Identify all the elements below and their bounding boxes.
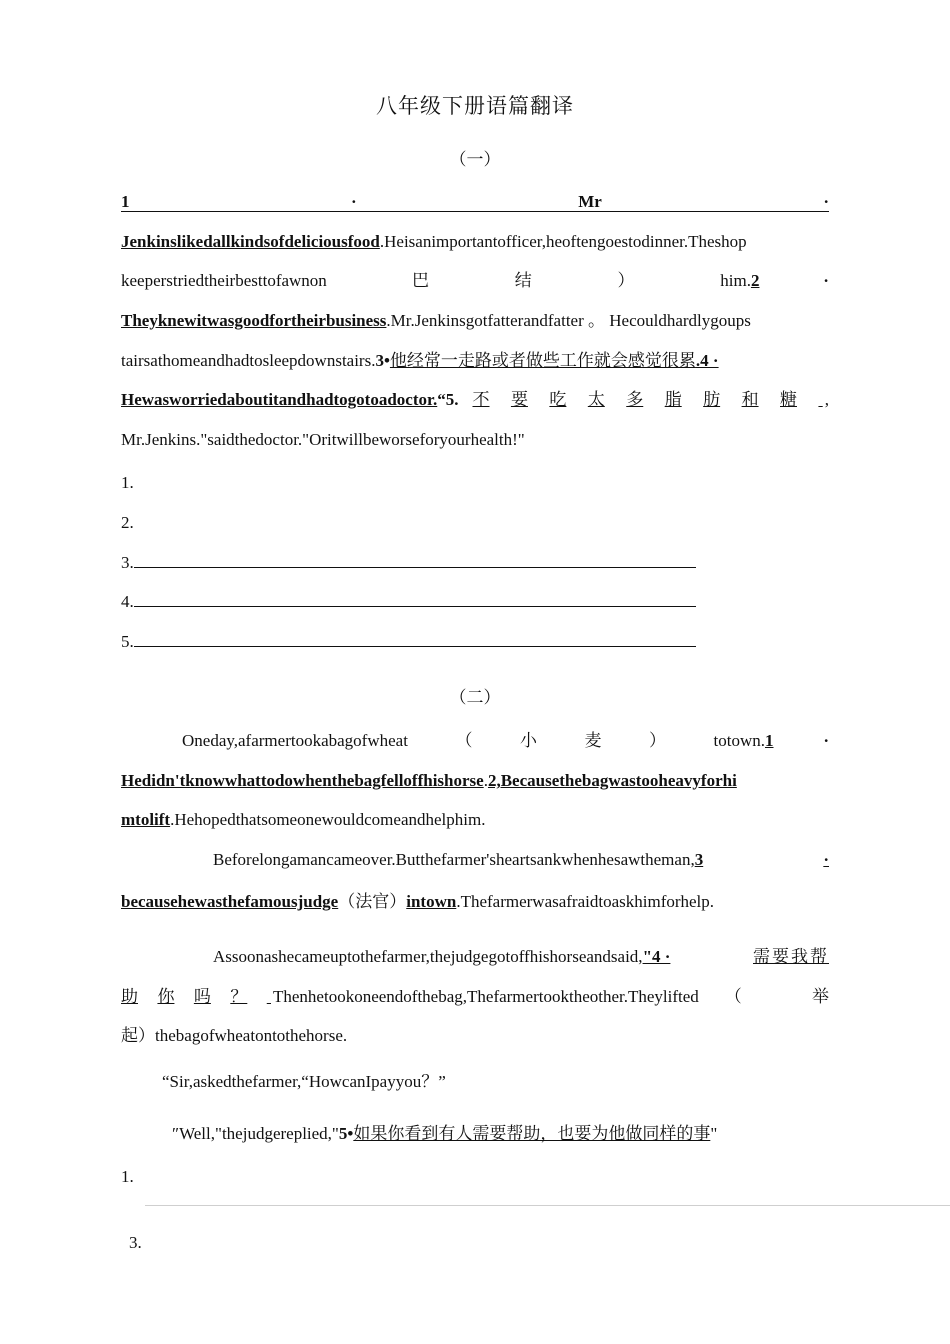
text: 麦: [584, 731, 602, 750]
text: ）: [649, 731, 666, 750]
answer-line-1: 1.: [121, 473, 134, 492]
underlined-chinese: 不 要 吃 太 多 脂 肪 和 糖: [472, 390, 797, 409]
s2-line-6: [213, 946, 829, 968]
s2-line-1: [182, 730, 829, 752]
text: .Mr.Jenkinsgotfatterandfatter 。 Hecouldhardlygoups: [386, 311, 751, 330]
answer-line-s2-3: 3.: [129, 1233, 142, 1252]
text: keeperstriedtheirbesttofawnon: [121, 271, 327, 290]
page-title: 八年级下册语篇翻译: [376, 94, 574, 118]
item-number: 3 ·: [694, 850, 829, 869]
text: Oneday,afarmertookabagofwheat: [182, 731, 408, 750]
text: Mr: [578, 192, 602, 211]
underlined-sentence: 2,Becausethebagwastooheavyforhi: [487, 771, 737, 790]
underlined-sentence: intown: [406, 892, 457, 911]
s2-line-4: [213, 849, 829, 871]
text: 结: [514, 271, 533, 290]
text: （ 举: [724, 987, 829, 1006]
underlined-chinese: 如果你看到有人需要帮助，也要为他做同样的事: [353, 1124, 711, 1143]
item-number: 2 ·: [750, 271, 829, 290]
item-number: 5•: [338, 1124, 354, 1143]
answer-line-s2-1: 1.: [121, 1167, 134, 1186]
text: ″Well,"thejudgereplied,": [172, 1124, 339, 1143]
underlined-sentence: Hewasworriedaboutitandhadtogotoadoctor.: [121, 390, 438, 409]
s2-line-10: [172, 1123, 880, 1145]
text: 巴: [412, 271, 430, 290]
s1-line-1: [121, 191, 829, 212]
answer-blank[interactable]: [134, 592, 696, 607]
underlined-chinese: 助 你 吗 ？: [121, 987, 248, 1006]
text: totown.1 ·: [713, 731, 829, 750]
text: .Hehopedthatsomeonewouldcomeandhelphim.: [170, 810, 486, 829]
answer-line-4[interactable]: 4.: [121, 591, 829, 613]
text: Assoonashecameuptothefarmer,thejudgegotoffhishorseandsaid,: [213, 947, 643, 966]
underlined-sentence: Theyknewitwasgoodfortheirbusiness: [121, 311, 387, 330]
answer-line-5[interactable]: 5.: [121, 631, 829, 653]
s1-line-7: Mr.Jenkins."saidthedoctor."Oritwillbeworseforyourhealth!": [121, 430, 525, 449]
text: .: [483, 771, 488, 790]
item-number: “5.: [437, 390, 459, 409]
item-number: 1: [121, 192, 130, 211]
dot: ·: [823, 192, 829, 211]
s1-line-6: [121, 389, 829, 411]
s1-line-3: [121, 270, 829, 292]
underlined-sentence: becausehewasthefamousjudge: [121, 892, 339, 911]
s2-line-2: [121, 770, 829, 792]
answer-line-2: 2.: [121, 513, 134, 532]
text: .Thefarmerwasafraidtoaskhimforhelp.: [456, 892, 715, 911]
text: tairsathomeandhadtosleepdownstairs.: [121, 351, 376, 370]
text: 小: [519, 731, 537, 750]
s2-line-3: [121, 809, 829, 831]
s2-line-8: 起）thebagofwheatontothehorse.: [121, 1026, 348, 1045]
text: .Heisanimportantofficer,heoftengoestodinner.Theshop: [379, 232, 747, 251]
text: （: [455, 731, 473, 750]
text: （法官）: [338, 892, 407, 911]
page-divider: [145, 1205, 950, 1206]
s2-line-7: [121, 986, 829, 1008]
s2-line-9: “Sir,askedthefarmer,“HowcanIpayyou？”: [162, 1072, 446, 1091]
text: ": [710, 1124, 718, 1143]
underlined-sentence: mtolift: [121, 810, 171, 829]
item-number: 1 ·: [765, 731, 829, 750]
answer-line-3[interactable]: 3.: [121, 552, 829, 574]
text: ,: [824, 390, 829, 409]
text: him.2 ·: [720, 271, 829, 290]
s1-line-2: [121, 231, 829, 253]
s2-line-5: [121, 891, 829, 913]
section-heading-2: （二）: [449, 688, 501, 707]
underlined-chinese: 他经常一走路或者做些工作就会感觉很累: [389, 351, 696, 370]
underlined-sentence: Jenkinslikedallkindsofdeliciousfood: [121, 232, 380, 251]
underlined-chinese: 需要我帮: [753, 947, 829, 966]
underlined-sentence: Hedidn'tknowwhattodowhenthebagfelloffhishorse: [121, 771, 484, 790]
s1-line-5: [121, 350, 829, 372]
text: Beforelongamancameover.Butthefarmer'sheartsankwhenhesawtheman,: [213, 850, 695, 869]
answer-blank[interactable]: [134, 553, 696, 568]
item-number: "4 ·: [642, 947, 671, 966]
text: ）: [617, 271, 636, 290]
text: Thenhetookoneendofthebag,Thefarmertooktheother.Theylifted: [273, 987, 699, 1006]
s1-line-4: [121, 310, 829, 332]
section-heading-1: （一）: [449, 150, 501, 169]
item-number: .4 ·: [695, 351, 719, 370]
item-number: 3•: [375, 351, 390, 370]
dot: ·: [351, 192, 357, 211]
answer-blank[interactable]: [134, 632, 696, 647]
